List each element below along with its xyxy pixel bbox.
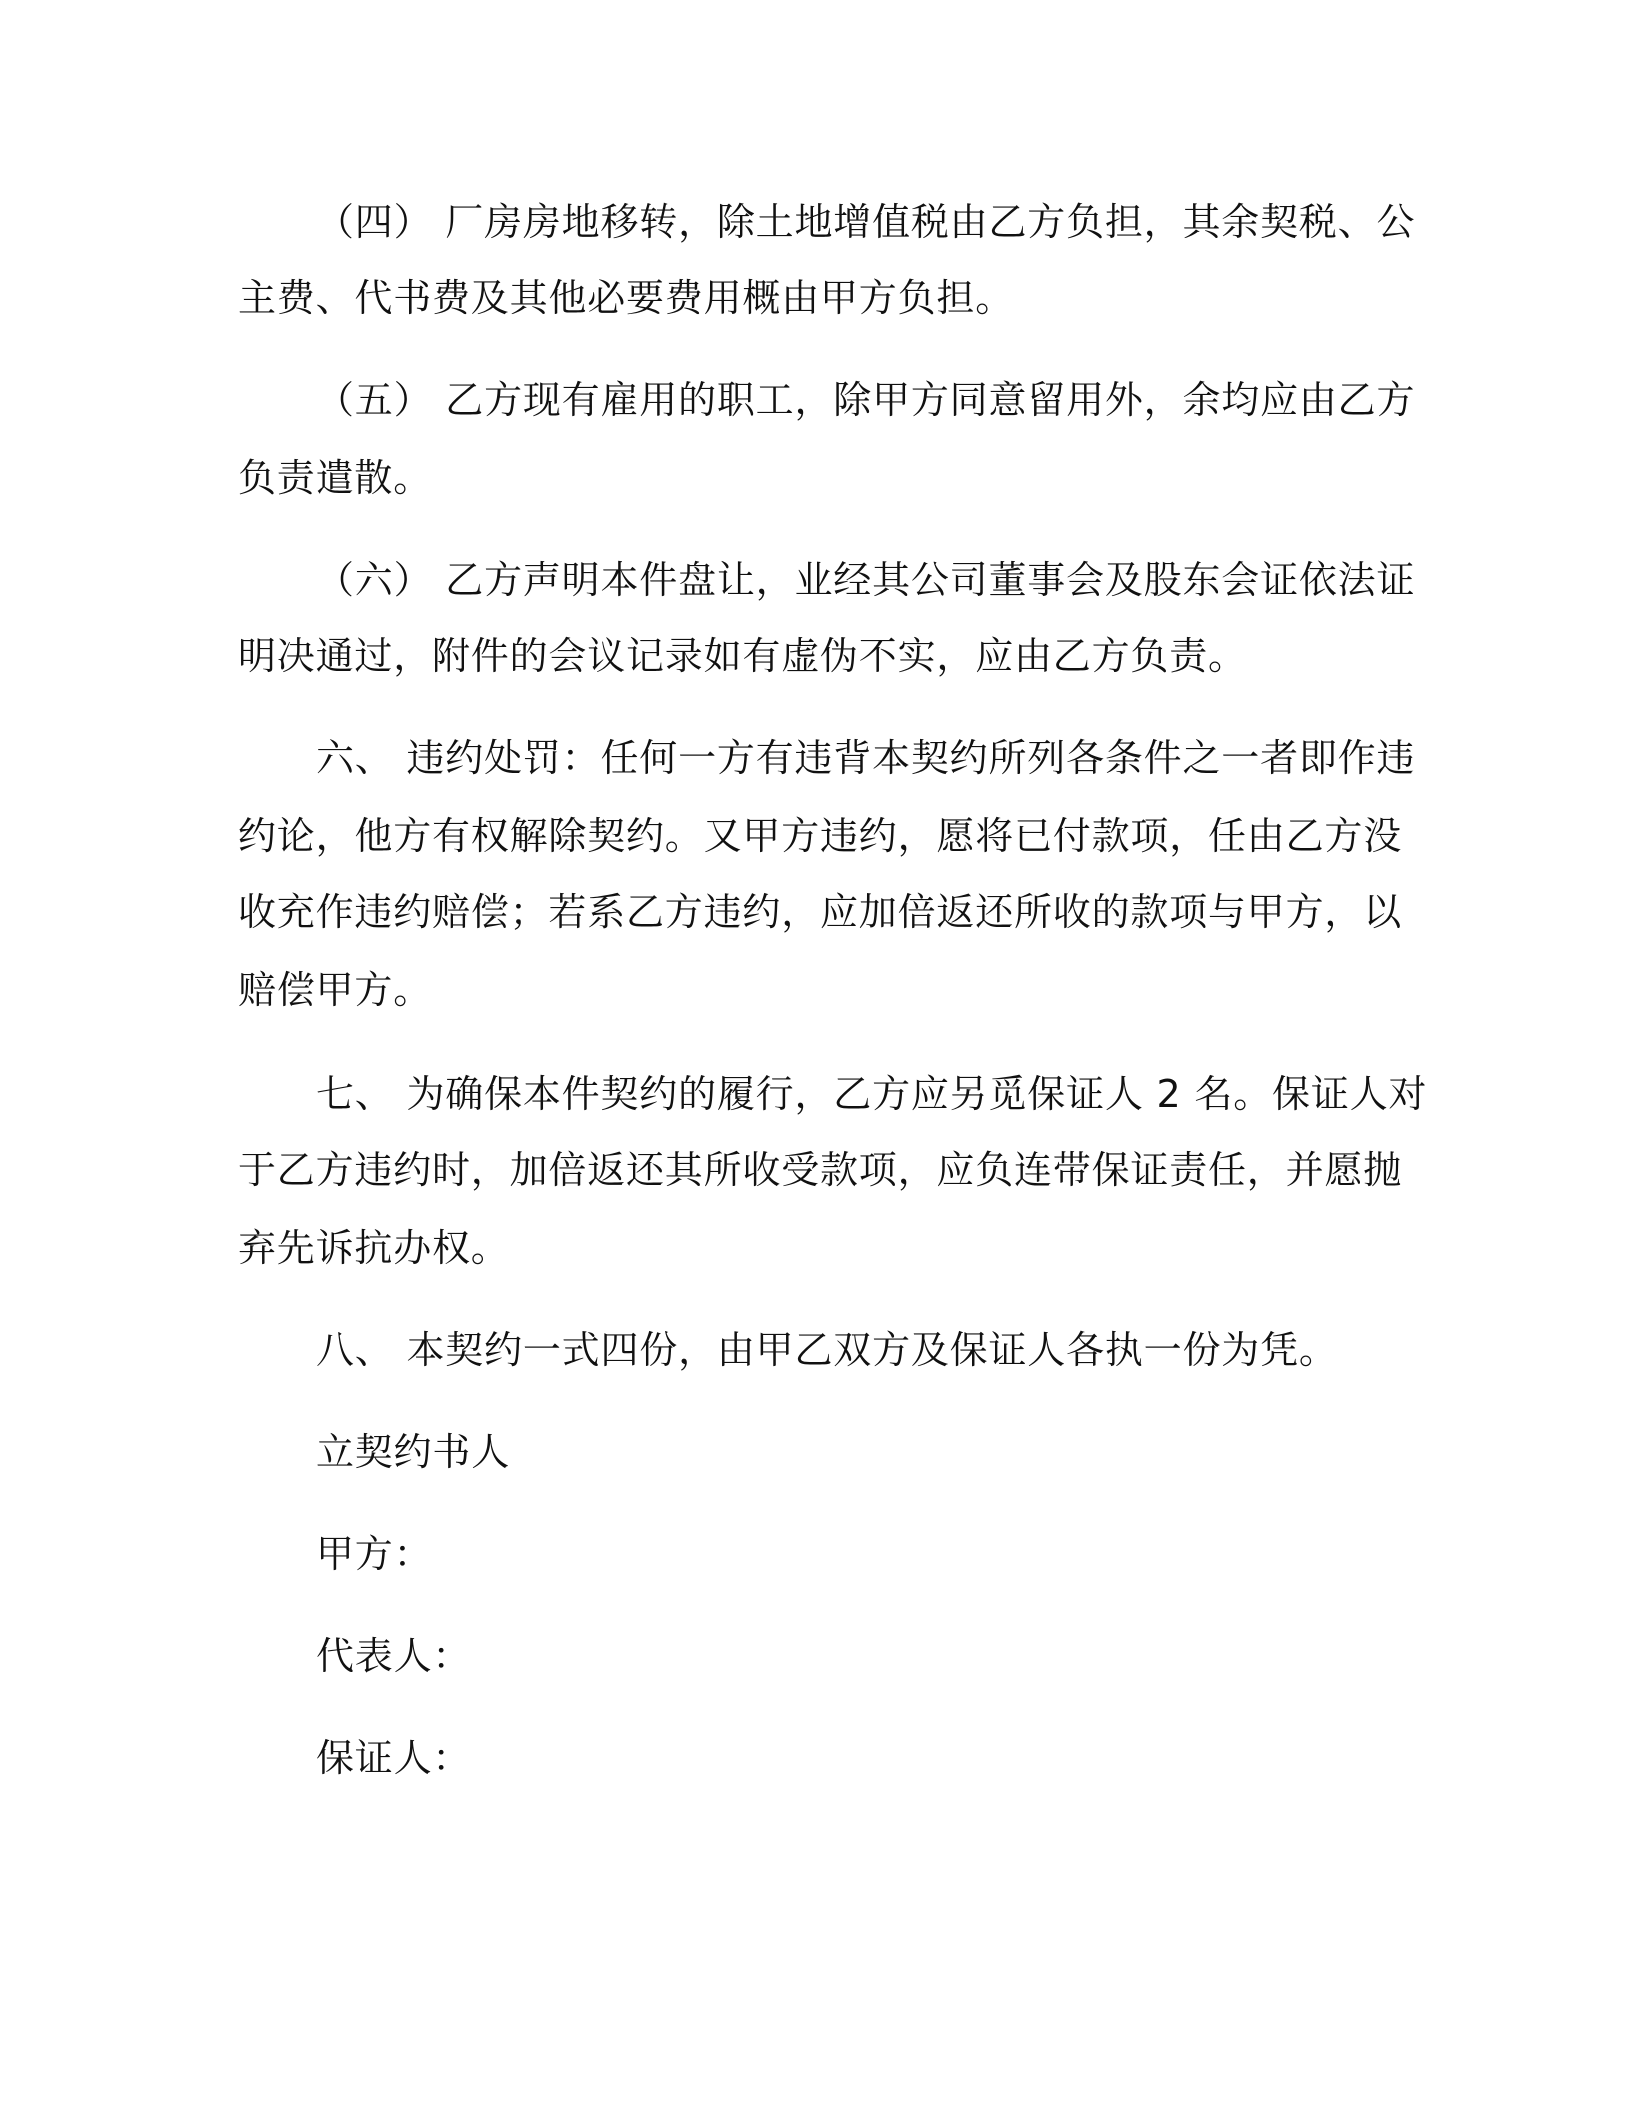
article-6-line-4: 赔偿甲方。 <box>238 968 433 1012</box>
paragraph-4-line-1: （四） 厂房房地移转，除土地增值税由乙方负担，其余契税、公 <box>316 200 1416 244</box>
party-a-label: 甲方： <box>316 1532 433 1576</box>
article-6-line-2: 约论，他方有权解除契约。又甲方违约，愿将已付款项，任由乙方没 <box>238 814 1403 858</box>
guarantor-label: 保证人： <box>316 1736 472 1780</box>
paragraph-6-line-1: （六） 乙方声明本件盘让，业经其公司董事会及股东会证依法证 <box>316 558 1416 602</box>
paragraph-4-line-2: 主费、代书费及其他必要费用概由甲方负担。 <box>238 276 1015 320</box>
paragraph-5-line-1: （五） 乙方现有雇用的职工，除甲方同意留用外，余均应由乙方 <box>316 378 1416 422</box>
article-7-line-3: 弃先诉抗办权。 <box>238 1226 510 1270</box>
paragraph-6-line-2: 明决通过，附件的会议记录如有虚伪不实，应由乙方负责。 <box>238 634 1247 678</box>
paragraph-5-line-2: 负责遣散。 <box>238 456 433 500</box>
article-7-line-2: 于乙方违约时，加倍返还其所收受款项，应负连带保证责任，并愿抛 <box>238 1148 1403 1192</box>
representative-label: 代表人： <box>316 1634 472 1678</box>
article-7-line-1: 七、 为确保本件契约的履行，乙方应另觅保证人 2 名。保证人对 <box>316 1072 1428 1116</box>
article-8-line-1: 八、 本契约一式四份，由甲乙双方及保证人各执一份为凭。 <box>316 1328 1338 1372</box>
article-6-line-1: 六、 违约处罚：任何一方有违背本契约所列各条件之一者即作违 <box>316 736 1416 780</box>
signature-heading: 立契约书人 <box>316 1430 511 1474</box>
article-6-line-3: 收充作违约赔偿；若系乙方违约，应加倍返还所收的款项与甲方，以 <box>238 890 1403 934</box>
